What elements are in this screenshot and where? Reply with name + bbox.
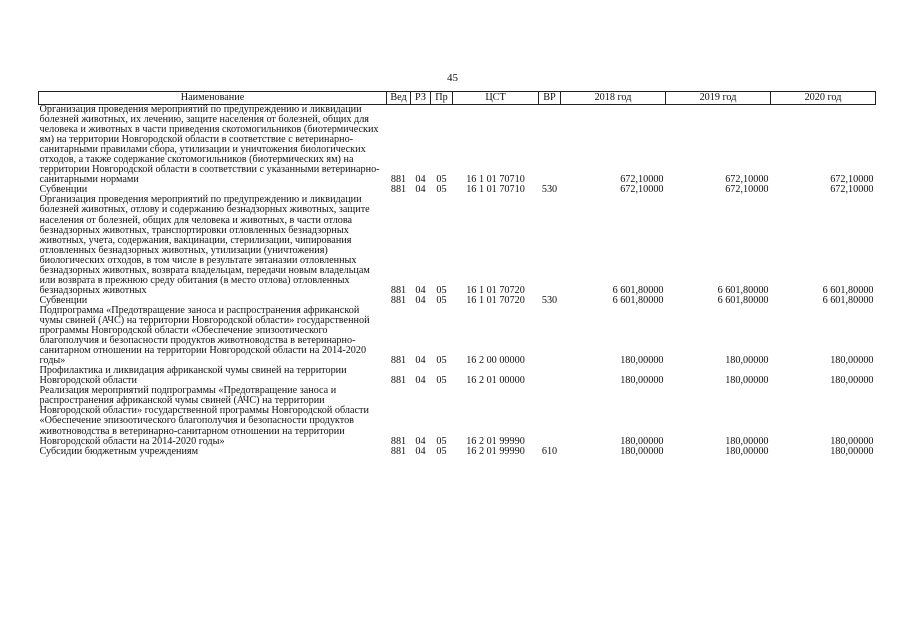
row-vr <box>539 105 561 186</box>
row-cst: 16 2 01 00000 <box>466 375 525 387</box>
row-2020: 180,00000 <box>830 375 874 387</box>
row-pr: 05 <box>436 294 447 306</box>
row-pr: 05 <box>436 174 447 186</box>
header-2018: 2018 год <box>561 92 666 105</box>
row-2019: 180,00000 <box>725 375 769 387</box>
row-2019: 6 601,80000 <box>717 284 769 296</box>
row-2020: 180,00000 <box>830 435 874 447</box>
header-vr: ВР <box>539 92 561 105</box>
table-row <box>39 366 876 386</box>
row-pr: 05 <box>436 284 447 296</box>
table-row <box>39 306 876 366</box>
table-row <box>39 195 876 295</box>
header-cst: ЦСТ <box>453 92 539 105</box>
row-2019: 180,00000 <box>725 355 769 367</box>
row-rz: 04 <box>415 375 426 387</box>
table-row <box>39 447 876 457</box>
row-cst: 16 1 01 70710 <box>466 184 525 196</box>
row-ved: 881 <box>390 445 407 457</box>
row-ved: 881 <box>390 174 407 186</box>
row-2019: 672,10000 <box>725 174 769 186</box>
row-2018: 180,00000 <box>620 445 664 457</box>
row-2019: 180,00000 <box>725 445 769 457</box>
table-row <box>39 105 876 186</box>
row-ved: 881 <box>390 355 407 367</box>
row-vr <box>539 386 561 446</box>
header-rz: РЗ <box>411 92 431 105</box>
row-2018: 180,00000 <box>620 435 664 447</box>
row-cst: 16 1 01 70720 <box>466 284 525 296</box>
row-2020: 6 601,80000 <box>822 294 874 306</box>
table-header <box>39 92 876 105</box>
row-rz: 04 <box>415 435 426 447</box>
row-2020: 6 601,80000 <box>822 284 874 296</box>
header-2020: 2020 год <box>771 92 876 105</box>
row-2020: 180,00000 <box>830 445 874 457</box>
row-pr: 05 <box>436 355 447 367</box>
row-cst: 16 2 01 99990 <box>466 435 525 447</box>
row-name: Субвенции <box>39 294 88 306</box>
row-pr: 05 <box>436 184 447 196</box>
row-vr <box>539 366 561 386</box>
row-rz: 04 <box>415 184 426 196</box>
row-2018: 672,10000 <box>620 174 664 186</box>
row-name: Организация проведения мероприятий по предупреждению и ликвидации болезней животных, их лечению, защите населения от болезней, общих для человека и животных в части приведения скотомогильников (биотермических ям) на территории Новгородской области в соответствие с ветеринарно-санитарными правилами сбора, утилизации и уничтожения биологических отходов, а также содержание скотомогильников (биотермических ям) на территории Новгородской области в соответствии с указанными ветеринарно-санитарными нормами <box>39 104 380 186</box>
row-vr: 610 <box>541 445 558 457</box>
row-cst: 16 1 01 70710 <box>466 174 525 186</box>
row-vr <box>539 306 561 366</box>
header-pr: Пр <box>431 92 453 105</box>
row-2018: 180,00000 <box>620 375 664 387</box>
row-ved: 881 <box>390 375 407 387</box>
table-body <box>39 105 876 457</box>
row-2018: 180,00000 <box>620 355 664 367</box>
row-2020: 180,00000 <box>830 355 874 367</box>
row-cst: 16 1 01 70720 <box>466 294 525 306</box>
row-cst: 16 2 01 99990 <box>466 445 525 457</box>
row-rz: 04 <box>415 294 426 306</box>
row-vr: 530 <box>541 294 558 306</box>
row-name: Организация проведения мероприятий по предупреждению и ликвидации болезней животных, отлову и содержанию безнадзорных животных, защите населения от болезней, общих для человека и животных, в части отлова безнадзорных животных, транспортировки отловленных безнадзорных животных, учета, содержания, вакцинации, стерилизации, чипирования отловленных безнадзорных животных, утилизации (уничтожения) биологических отходов, в том числе в результате эвтаназии отловленных безнадзорных животных, возврата владельцам, передачи новым владельцам или возврата в прежнюю среду обитания (в место отлова) отловленных безнадзорных животных <box>39 194 370 296</box>
row-vr: 530 <box>541 184 558 196</box>
header-name: Наименование <box>39 92 387 105</box>
row-2020: 672,10000 <box>830 174 874 186</box>
table-row <box>39 386 876 446</box>
row-2018: 6 601,80000 <box>612 294 664 306</box>
row-name: Подпрограмма «Предотвращение заноса и распространения африканской чумы свиней (АЧС) на территории Новгородской области» государственной программы Новгородской области «Обеспечение эпизоотического благополучия и безопасности продуктов животноводства в ветеринарно-санитарном отношении на территории Новгородской области на 2014-2020 годы» <box>39 304 370 367</box>
row-2018: 6 601,80000 <box>612 284 664 296</box>
row-2019: 672,10000 <box>725 184 769 196</box>
row-2020: 672,10000 <box>830 184 874 196</box>
row-rz: 04 <box>415 174 426 186</box>
row-ved: 881 <box>390 184 407 196</box>
header-ved: Вед <box>387 92 411 105</box>
row-rz: 04 <box>415 355 426 367</box>
row-rz: 04 <box>415 284 426 296</box>
header-2019: 2019 год <box>666 92 771 105</box>
row-2019: 180,00000 <box>725 435 769 447</box>
row-pr: 05 <box>436 375 447 387</box>
budget-table <box>38 91 876 457</box>
row-name: Реализация мероприятий подпрограммы «Предотвращение заноса и распространения африканской чумы свиней (АЧС) на территории Новгородской области» государственной программы Новгородской области «Обеспечение эпизоотического благополучия и безопасности продуктов животноводства в ветеринарно-санитарном отношении на территории Новгородской области на 2014-2020 годы» <box>39 385 369 447</box>
row-name: Субвенции <box>39 184 88 196</box>
row-pr: 05 <box>436 445 447 457</box>
row-name: Профилактика и ликвидация африканской чумы свиней на территории Новгородской области <box>39 365 347 387</box>
row-ved: 881 <box>390 435 407 447</box>
page-number: 45 <box>447 72 458 84</box>
row-2019: 6 601,80000 <box>717 294 769 306</box>
row-pr: 05 <box>436 435 447 447</box>
row-vr <box>539 195 561 295</box>
row-ved: 881 <box>390 294 407 306</box>
row-rz: 04 <box>415 445 426 457</box>
row-cst: 16 2 00 00000 <box>466 355 525 367</box>
row-name: Субсидии бюджетным учреждениям <box>39 445 199 457</box>
row-2018: 672,10000 <box>620 184 664 196</box>
row-ved: 881 <box>390 284 407 296</box>
